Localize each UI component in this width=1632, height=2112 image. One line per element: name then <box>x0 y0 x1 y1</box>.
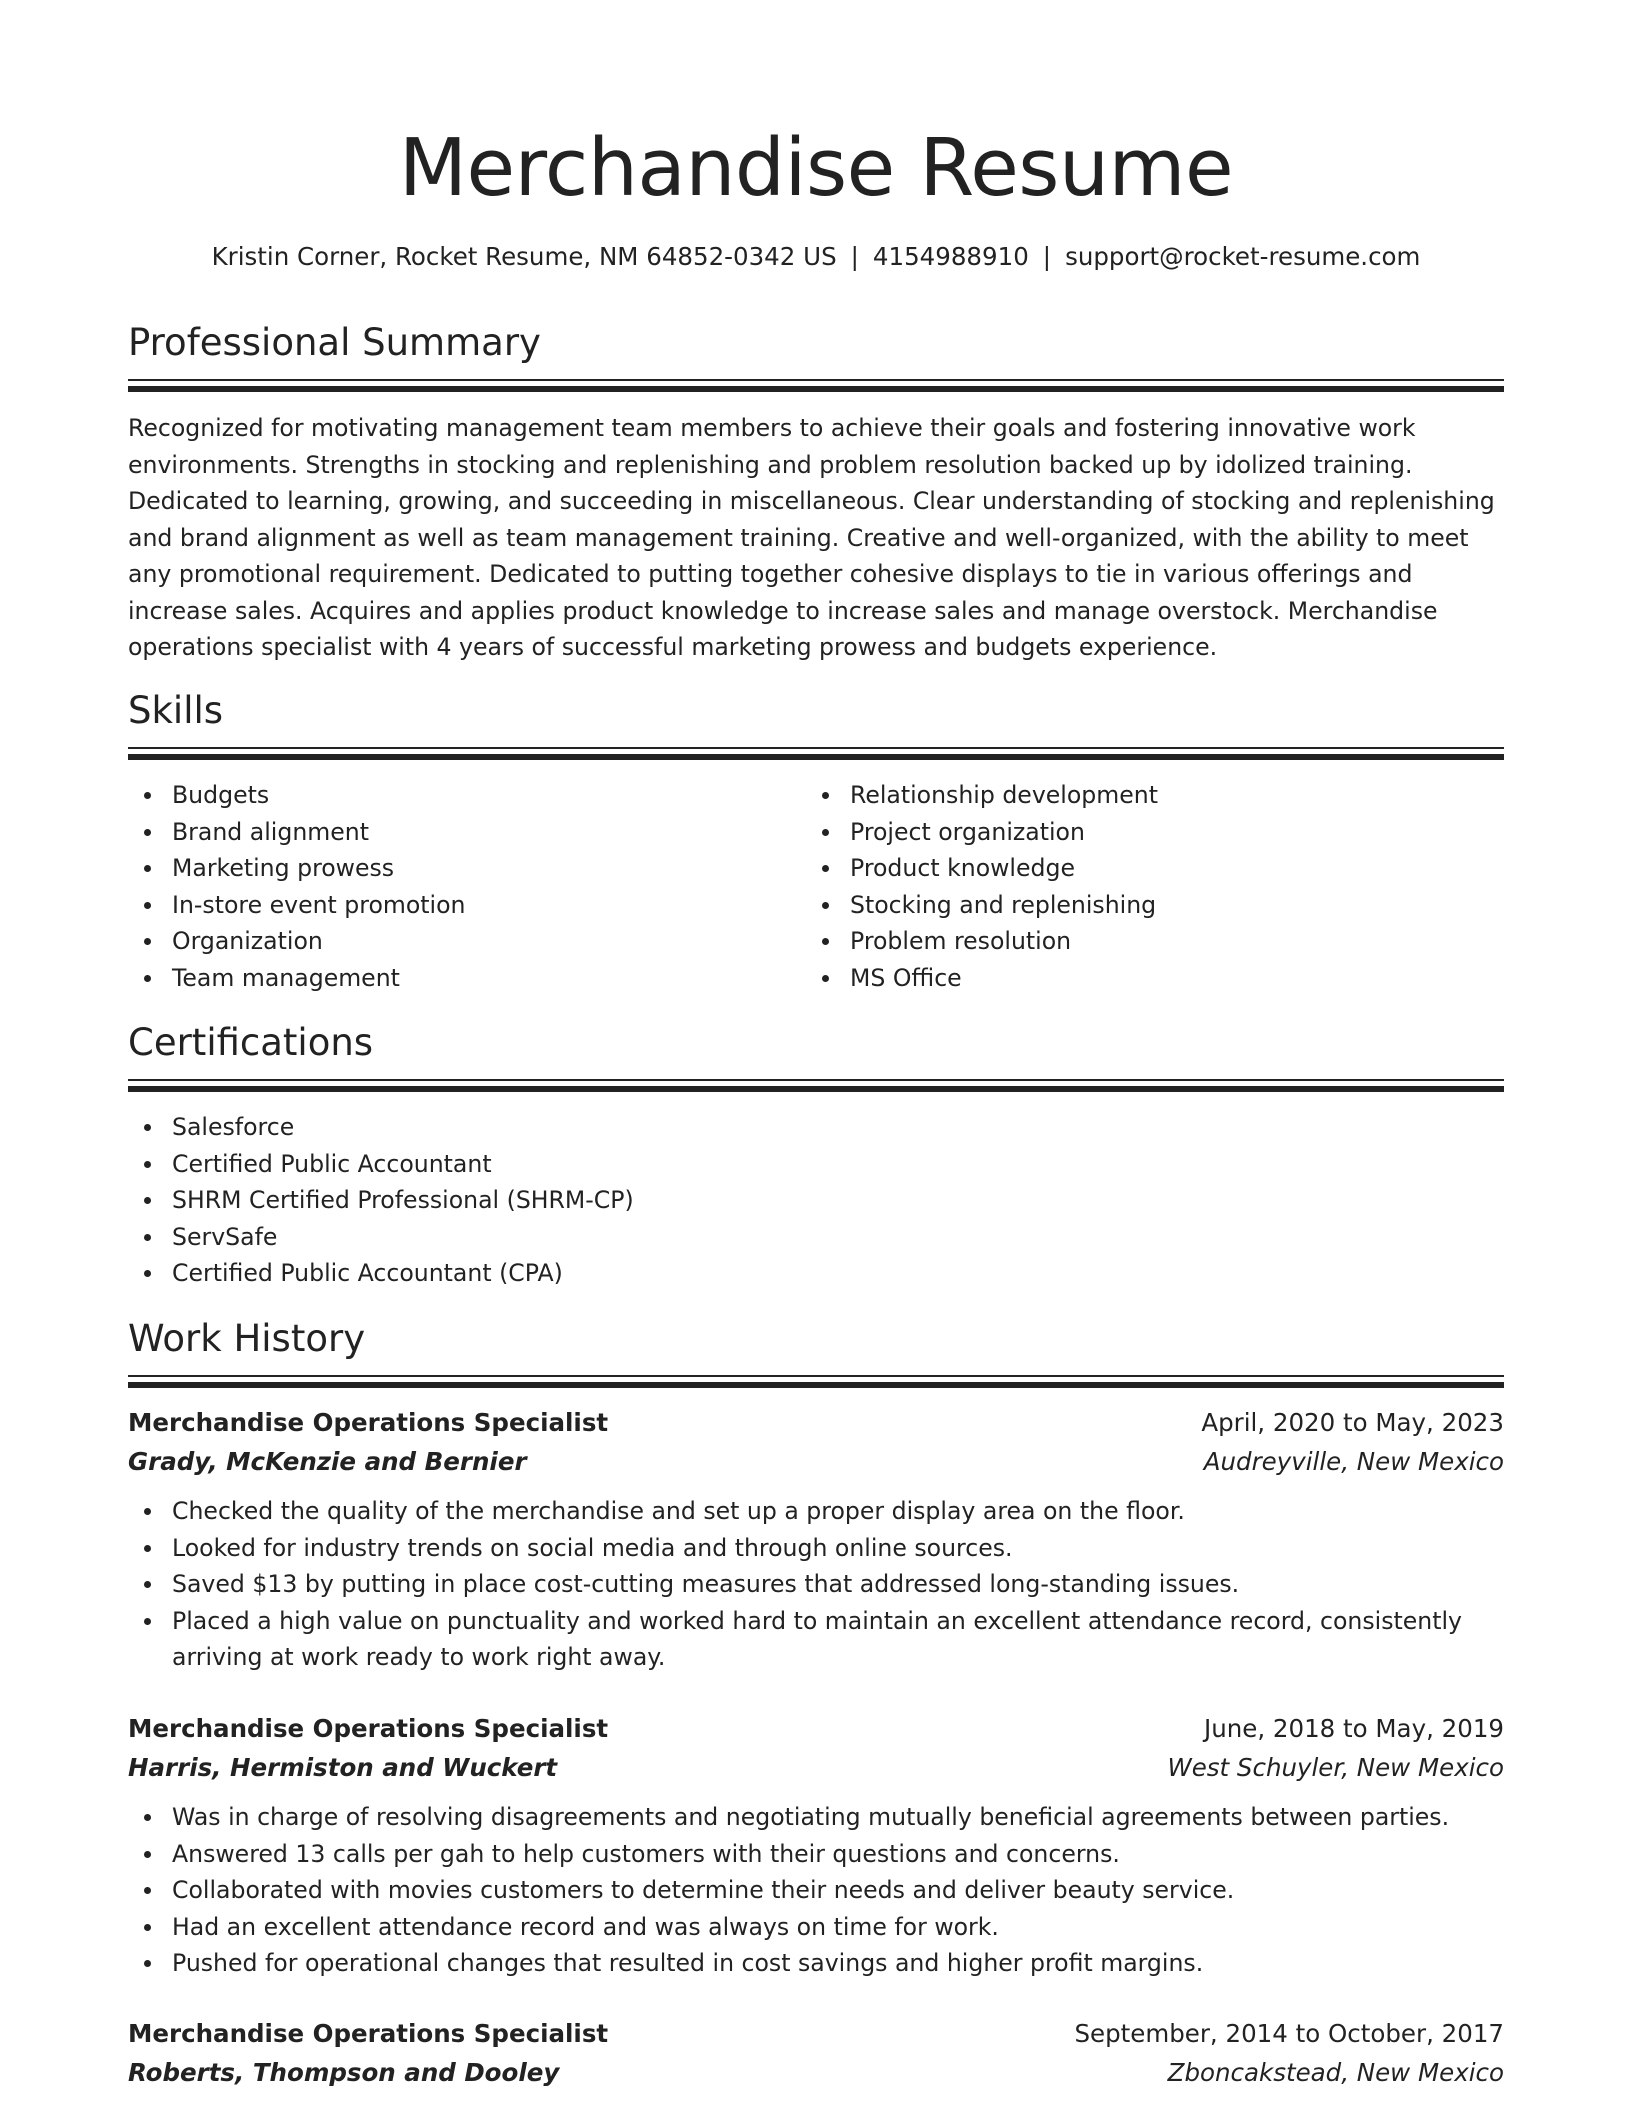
section-divider <box>128 747 1504 761</box>
certifications-list <box>128 1109 1504 1292</box>
section-divider <box>128 1375 1504 1389</box>
job-dates: April, 2020 to May, 2023 <box>1201 1408 1504 1437</box>
job-location: Audreyville, New Mexico <box>1203 1447 1504 1476</box>
job-title: Merchandise Operations Specialist <box>128 1714 609 1743</box>
job-bullet: Saved $13 by putting in place cost-cutting measures that addressed long-standing issues. <box>172 1566 1504 1603</box>
job-bullet: Pushed for operational changes that resulted in cost savings and higher profit margins. <box>172 1945 1504 1982</box>
contact-separator: | <box>1042 242 1052 271</box>
skill-item: Brand alignment <box>172 814 806 851</box>
job-company-row <box>128 2053 1504 2092</box>
skills-heading: Skills <box>128 689 224 732</box>
job-location: West Schuyler, New Mexico <box>1167 1753 1504 1782</box>
resume-title: Merchandise Resume <box>398 122 1234 214</box>
job-entry <box>128 2014 1504 2092</box>
job-company: Grady, McKenzie and Bernier <box>128 1447 527 1476</box>
work-history-heading: Work History <box>128 1317 366 1360</box>
job-company-row <box>128 1442 1504 1481</box>
job-location: Zboncakstead, New Mexico <box>1167 2058 1504 2087</box>
skill-item: Marketing prowess <box>172 850 806 887</box>
job-bullet-list <box>128 1799 1504 1982</box>
skills-list-left <box>128 777 806 996</box>
job-header-row <box>128 2014 1504 2053</box>
certification-item: Salesforce <box>172 1109 1504 1146</box>
skill-item: Organization <box>172 923 806 960</box>
summary-heading: Professional Summary <box>128 321 541 364</box>
skills-section <box>128 686 1504 996</box>
contact-email: support@rocket-resume.com <box>1065 242 1421 271</box>
certifications-section <box>128 1018 1504 1292</box>
skills-column-left <box>128 777 806 996</box>
job-company: Roberts, Thompson and Dooley <box>128 2058 560 2087</box>
contact-address: Kristin Corner, Rocket Resume, NM 64852-0342 US <box>211 242 837 271</box>
summary-section <box>128 318 1504 666</box>
certification-item: ServSafe <box>172 1219 1504 1256</box>
job-company: Harris, Hermiston and Wuckert <box>128 1753 558 1782</box>
skill-item: Budgets <box>172 777 806 814</box>
skill-item: Team management <box>172 960 806 997</box>
skill-item: Product knowledge <box>850 850 1484 887</box>
job-bullet: Had an excellent attendance record and was always on time for work. <box>172 1909 1504 1946</box>
skills-columns <box>128 777 1504 996</box>
job-bullet: Answered 13 calls per gah to help customers with their questions and concerns. <box>172 1836 1504 1873</box>
job-title: Merchandise Operations Specialist <box>128 2019 609 2048</box>
skill-item: In-store event promotion <box>172 887 806 924</box>
skills-column-right <box>806 777 1484 996</box>
section-divider <box>128 1079 1504 1093</box>
job-bullet: Placed a high value on punctuality and worked hard to maintain an excellent attendance record, consistently arriving at work ready to work right away. <box>172 1603 1504 1676</box>
certification-item: SHRM Certified Professional (SHRM-CP) <box>172 1182 1504 1219</box>
job-bullet-list <box>128 1493 1504 1676</box>
skill-item: Problem resolution <box>850 923 1484 960</box>
job-company-row <box>128 1748 1504 1787</box>
skill-item: Project organization <box>850 814 1484 851</box>
job-title: Merchandise Operations Specialist <box>128 1408 609 1437</box>
work-history-section <box>128 1314 1504 2087</box>
certifications-heading: Certifications <box>128 1021 374 1064</box>
skill-item: MS Office <box>850 960 1484 997</box>
job-bullet: Looked for industry trends on social media and through online sources. <box>172 1530 1504 1567</box>
contact-phone: 4154988910 <box>872 242 1029 271</box>
skill-item: Relationship development <box>850 777 1484 814</box>
job-bullet: Collaborated with movies customers to determine their needs and deliver beauty service. <box>172 1872 1504 1909</box>
summary-text: Recognized for motivating management team members to achieve their goals and fostering innovative work environments. Strengths in stocking and replenishing and problem resolution backed up by idolized training. Dedicated to learning, growing, and succeeding in miscellaneous. Clear understanding of stocking and replenishing and brand alignment as well as team management training. Creative and well-organized, with the ability to meet any promotional requirement. Dedicated to putting together cohesive displays to tie in various offerings and increase sales. Acquires and applies product knowledge to increase sales and manage overstock. Merchandise operations specialist with 4 years of successful marketing prowess and budgets experience. <box>128 414 1495 661</box>
contact-line <box>128 237 1504 277</box>
skills-list-right <box>806 777 1484 996</box>
job-entry <box>128 1403 1504 1676</box>
certification-item: Certified Public Accountant <box>172 1146 1504 1183</box>
section-divider <box>128 379 1504 393</box>
skill-item: Stocking and replenishing <box>850 887 1484 924</box>
job-entry <box>128 1709 1504 1982</box>
job-header-row <box>128 1403 1504 1442</box>
job-dates: June, 2018 to May, 2019 <box>1203 1714 1504 1743</box>
job-dates: September, 2014 to October, 2017 <box>1074 2019 1504 2048</box>
certification-item: Certified Public Accountant (CPA) <box>172 1255 1504 1292</box>
job-bullet: Checked the quality of the merchandise and set up a proper display area on the floor. <box>172 1493 1504 1530</box>
job-header-row <box>128 1709 1504 1748</box>
job-bullet: Was in charge of resolving disagreements and negotiating mutually beneficial agreements between parties. <box>172 1799 1504 1836</box>
contact-separator: | <box>850 242 859 271</box>
